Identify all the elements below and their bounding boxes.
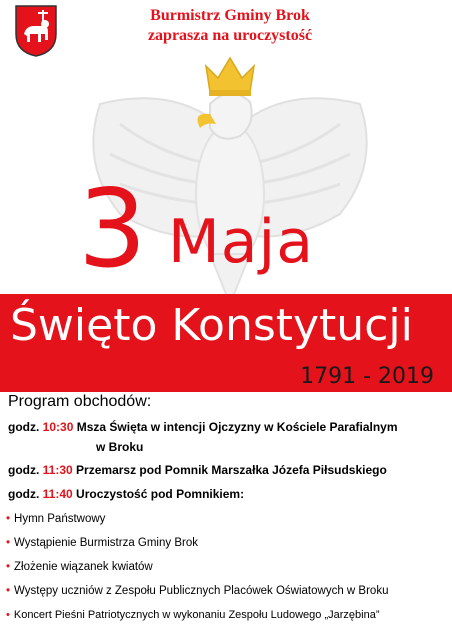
bullet-icon: • (6, 561, 11, 573)
list-item (6, 559, 153, 575)
hero-word: Maja (168, 207, 314, 277)
header-line-2: zaprasza na uroczystość (147, 27, 313, 44)
item-time: 11:30 (42, 463, 73, 477)
invitation-header (100, 6, 360, 46)
bullet-text: Wystąpienie Burmistrza Gminy Brok (14, 537, 198, 549)
list-item (6, 535, 198, 551)
list-item (6, 511, 105, 527)
bullet-text: Koncert Pieśni Patriotycznych w wykonaniu Zespołu Ludowego „Jarzębina” (13, 609, 380, 621)
item-prefix: godz. (8, 463, 40, 477)
list-item (6, 583, 388, 599)
item-time: 10:30 (42, 420, 74, 434)
bullet-icon: • (6, 585, 11, 597)
hero-title: Święto Konstytucji (10, 300, 413, 351)
program-heading: Program obchodów: (8, 393, 152, 410)
program-item (8, 486, 244, 502)
item-prefix: godz. (8, 487, 40, 501)
program-item (8, 419, 398, 435)
bullet-icon: • (6, 609, 10, 621)
program-item (8, 462, 387, 478)
bullet-text: Hymn Państwowy (14, 513, 106, 525)
bullet-icon: • (6, 537, 11, 549)
item-continuation: w Broku (96, 440, 144, 454)
item-text: Przemarsz pod Pomnik Marszałka Józefa Piłsudskiego (76, 463, 387, 477)
coat-of-arms-icon (14, 4, 58, 58)
item-prefix: godz. (8, 420, 40, 434)
bullet-icon: • (6, 513, 11, 525)
bullet-text: Występy uczniów z Zespołu Publicznych Placówek Oświatowych w Broku (14, 585, 389, 597)
hero-years: 1791 - 2019 (300, 364, 434, 389)
list-item (6, 607, 380, 623)
header-line-1: Burmistrz Gminy Brok (150, 7, 310, 24)
item-time: 11:40 (42, 487, 73, 501)
item-text: Uroczystość pod Pomnikiem: (76, 487, 245, 501)
hero-number: 3 (78, 167, 147, 292)
bullet-text: Złożenie wiązanek kwiatów (14, 561, 153, 573)
item-text: Msza Święta w intencji Ojczyzny w Kościele Parafialnym (76, 420, 398, 434)
